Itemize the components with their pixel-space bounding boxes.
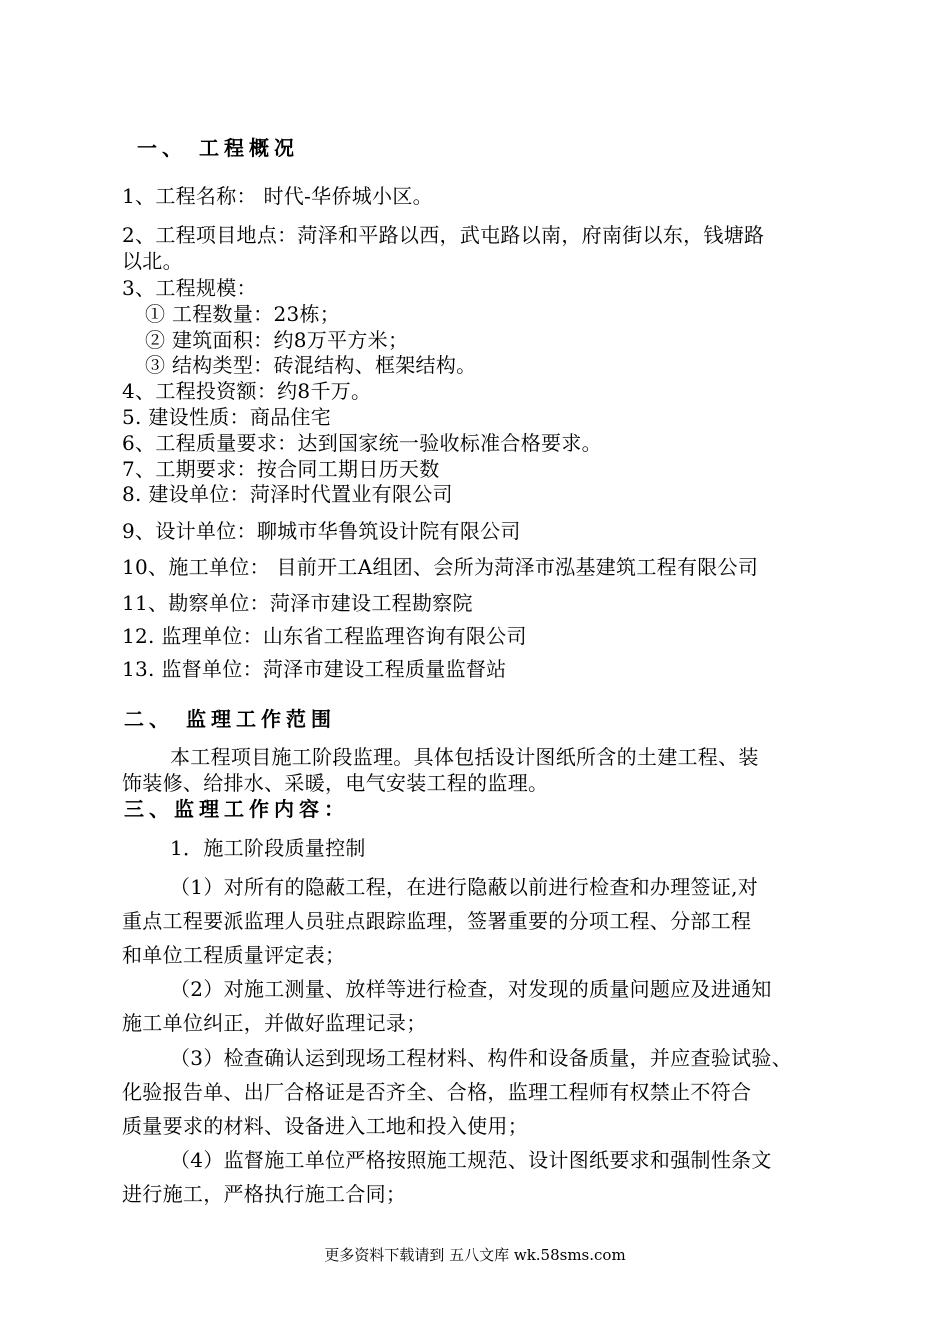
content-line-4: （2）对施工测量、放样等进行检查，对发现的质量问题应及进通知 xyxy=(170,977,772,1001)
overview-item-12: 12. 监理单位：山东省工程监理咨询有限公司 xyxy=(122,624,527,648)
scope-line-2: 饰装修、给排水、采暖，电气安装工程的监理。 xyxy=(122,771,549,795)
overview-item-6: 6、工程质量要求：达到国家统一验收标准合格要求。 xyxy=(122,431,602,455)
content-line-7: 化验报告单、出厂合格证是否齐全、合格，监理工程师有权禁止不符合 xyxy=(122,1080,752,1104)
section-heading-scope: 二、 监理工作范围 xyxy=(124,707,336,731)
content-line-9: （4）监督施工单位严格按照施工规范、设计图纸要求和强制性条文 xyxy=(170,1148,772,1172)
content-line-8: 质量要求的材料、设备进入工地和投入使用； xyxy=(122,1114,528,1138)
content-line-1: （1）对所有的隐蔽工程，在进行隐蔽以前进行检查和办理签证,对 xyxy=(170,875,759,899)
section-heading-content: 三、监理工作内容： xyxy=(124,797,349,821)
overview-item-9: 9、设计单位：聊城市华鲁筑设计院有限公司 xyxy=(122,519,521,543)
section-heading-overview: 一、 工程概况 xyxy=(137,136,299,160)
overview-item-3-3: ③ 结构类型：砖混结构、框架结构。 xyxy=(145,353,477,377)
overview-item-1: 1、工程名称： 时代-华侨城小区。 xyxy=(122,184,433,208)
content-line-5: 施工单位纠正，并做好监理记录； xyxy=(122,1011,427,1035)
overview-item-13: 13. 监督单位：菏泽市建设工程质量监督站 xyxy=(122,657,507,681)
content-line-2: 重点工程要派监理人员驻点跟踪监理，签署重要的分项工程、分部工程 xyxy=(122,909,752,933)
content-line-6: （3）检查确认运到现场工程材料、构件和设备质量，并应查验试验、 xyxy=(170,1046,793,1070)
overview-item-2: 2、工程项目地点：菏泽和平路以西，武屯路以南，府南街以东，钱塘路 xyxy=(122,223,765,247)
overview-item-8: 8. 建设单位：菏泽时代置业有限公司 xyxy=(122,482,453,506)
overview-item-11: 11、勘察单位：菏泽市建设工程勘察院 xyxy=(122,591,473,615)
overview-item-3-2: ② 建筑面积：约8万平方米； xyxy=(145,328,409,352)
overview-item-3-1: ① 工程数量：23栋； xyxy=(145,302,341,326)
overview-item-5: 5. 建设性质：商品住宅 xyxy=(122,405,332,429)
content-line-3: 和单位工程质量评定表； xyxy=(122,943,346,967)
content-line-10: 进行施工，严格执行施工合同； xyxy=(122,1182,407,1206)
footer-watermark-text: 更多资料下载请到 五八文库 wk.58sms.com xyxy=(324,1246,626,1264)
overview-item-10: 10、施工单位： 目前开工A组团、会所为菏泽市泓基建筑工程有限公司 xyxy=(122,555,759,579)
overview-item-3: 3、工程规模： xyxy=(122,276,257,300)
overview-item-2-cont: 以北。 xyxy=(122,249,183,273)
overview-item-4: 4、工程投资额：约8千万。 xyxy=(122,379,372,403)
content-subheading: 1．施工阶段质量控制 xyxy=(170,836,366,860)
scope-line-1: 本工程项目施工阶段监理。具体包括设计图纸所含的土建工程、装 xyxy=(170,745,759,769)
overview-item-7: 7、工期要求：按合同工期日历天数 xyxy=(122,457,440,481)
